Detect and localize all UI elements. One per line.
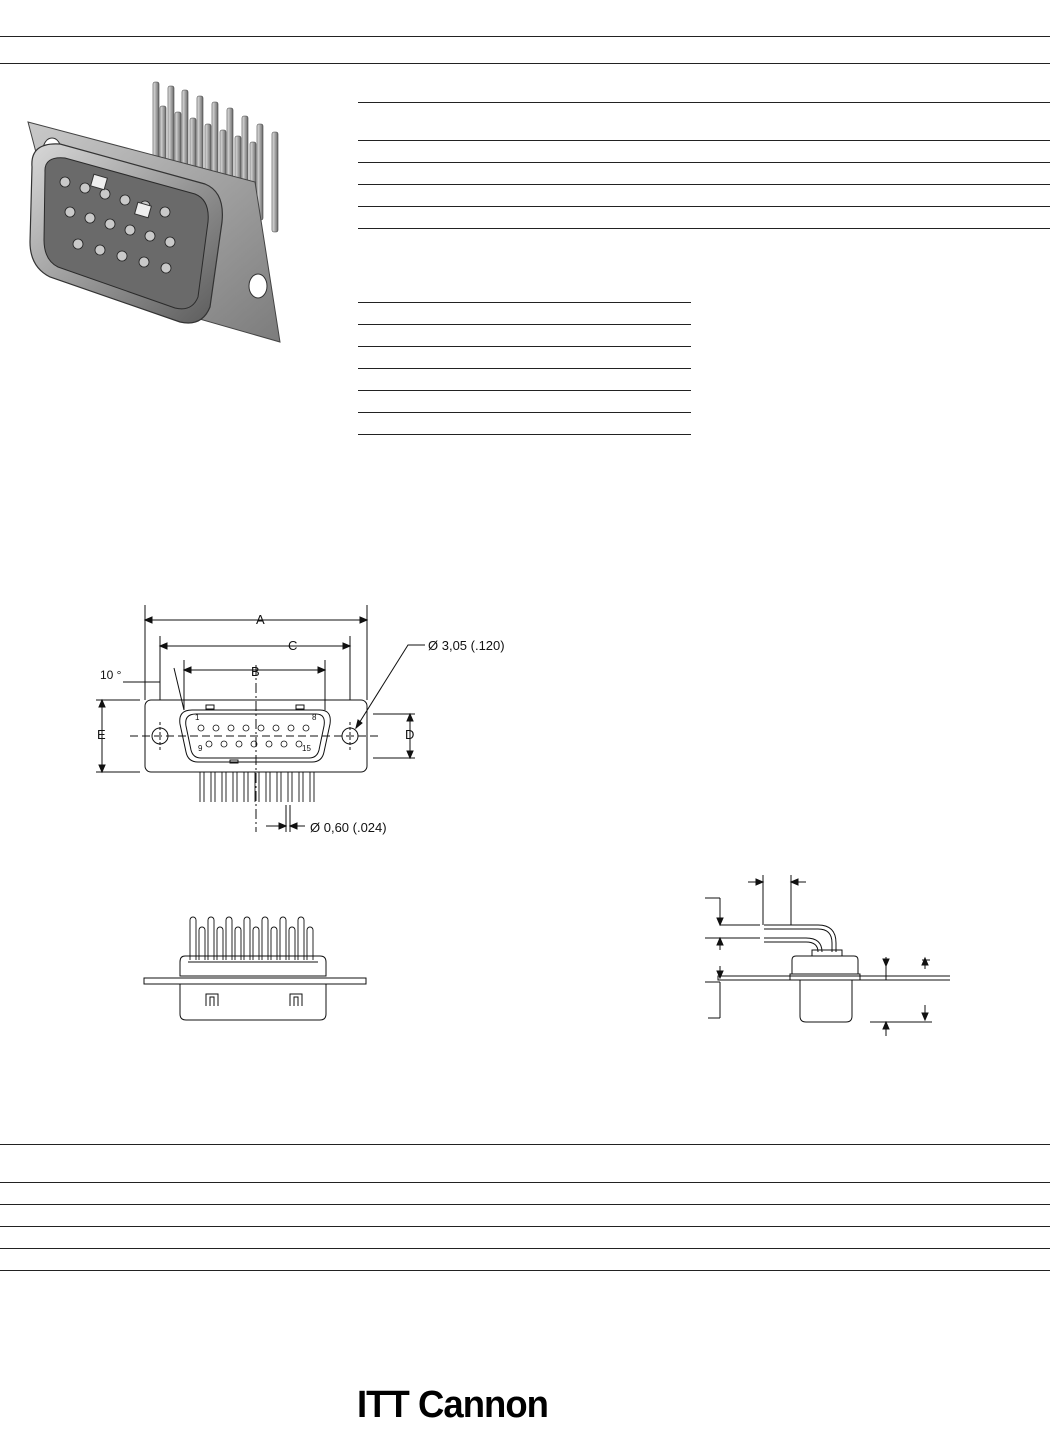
pin-diameter-label: Ø 0,60 (.024)	[310, 820, 387, 835]
pin-number-8: 8	[312, 713, 317, 722]
table1-rule-1	[358, 102, 1050, 103]
company-logo: ITT Cannon	[357, 1384, 549, 1426]
dim-label-e: E	[97, 727, 106, 742]
table2-rule-4	[358, 368, 691, 369]
table2-rule-3	[358, 346, 691, 347]
pin-number-1: 1	[195, 713, 200, 722]
table2-rule-2	[358, 324, 691, 325]
header-rule-bottom	[0, 63, 1050, 64]
pin-number-15: 15	[302, 744, 311, 753]
dim-label-d: D	[405, 727, 415, 742]
table1-rule-3	[358, 162, 1050, 163]
table1-rule-6	[358, 228, 1050, 229]
table3-rule-6	[0, 1270, 1050, 1271]
table2-rule-1	[358, 302, 691, 303]
pin-number-9: 9	[198, 744, 203, 753]
dim-label-angle: 10 °	[100, 668, 122, 682]
table2-rule-7	[358, 434, 691, 435]
dim-label-b: B	[251, 664, 260, 679]
table3-rule-1	[0, 1144, 1050, 1145]
table3-rule-4	[0, 1226, 1050, 1227]
header-rule-top	[0, 36, 1050, 37]
hole-diameter-label: Ø 3,05 (.120)	[428, 638, 505, 653]
connector-photo	[10, 72, 310, 352]
dim-label-c: C	[288, 638, 298, 653]
top-view-drawing	[140, 910, 370, 1025]
table2-rule-5	[358, 390, 691, 391]
table3-rule-3	[0, 1204, 1050, 1205]
table3-rule-2	[0, 1182, 1050, 1183]
table3-rule-5	[0, 1248, 1050, 1249]
table1-rule-4	[358, 184, 1050, 185]
dim-label-a: A	[256, 612, 265, 627]
table1-rule-5	[358, 206, 1050, 207]
side-view-drawing	[700, 870, 950, 1040]
table2-rule-6	[358, 412, 691, 413]
table1-rule-2	[358, 140, 1050, 141]
